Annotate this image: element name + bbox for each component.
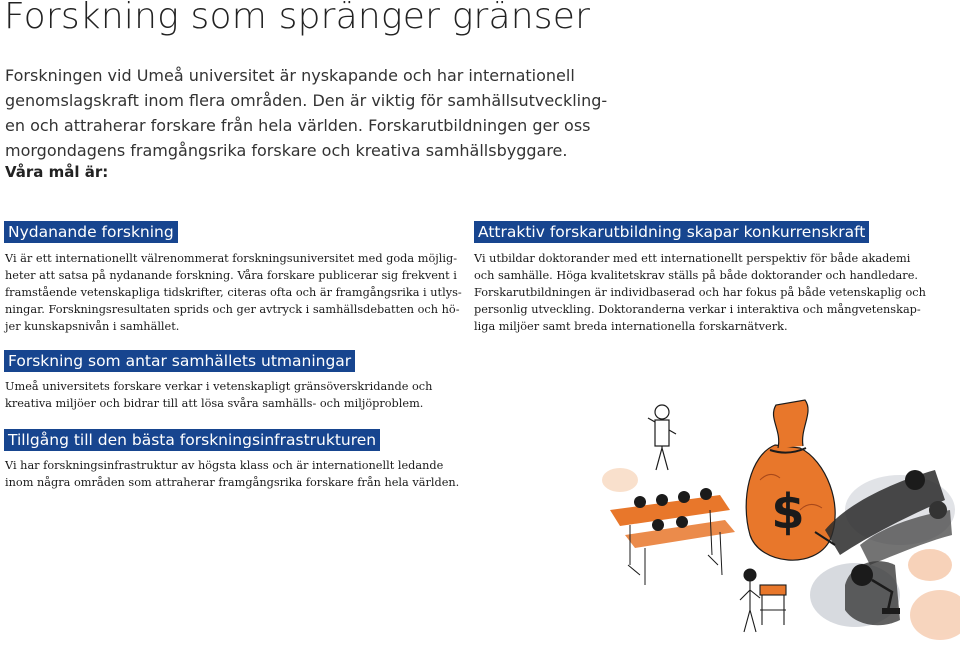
- dollar-symbol: $: [771, 484, 805, 540]
- section-heading-infrastruktur: Tillgång till den bästa forskningsinfrastrukturen: [4, 429, 380, 451]
- section-body-infrastruktur: [5, 457, 459, 491]
- body-line: Forskarutbildningen är individbaserad och har fokus på både vetenskaplig och: [474, 286, 926, 299]
- body-line: heter att satsa på nydanande forskning. Våra forskare publicerar sig frekvent i: [5, 269, 457, 282]
- intro-line: Forskningen vid Umeå universitet är nyskapande och har internationell: [5, 66, 575, 85]
- section-heading-utmaningar: Forskning som antar samhällets utmaningar: [4, 350, 355, 372]
- intro-line: en och attraherar forskare från hela världen. Forskarutbildningen ger oss: [5, 116, 591, 135]
- section-body-utmaningar: [5, 378, 432, 412]
- intro-paragraph: [5, 63, 645, 163]
- body-line: Vi utbildar doktorander med ett internationellt perspektiv för både akademi: [474, 252, 911, 265]
- section-heading-forskarutbildning: Attraktiv forskarutbildning skapar konkurrenskraft: [474, 221, 869, 243]
- section-body-forskarutbildning: [474, 250, 926, 335]
- research-illustration: [600, 360, 960, 645]
- body-line: Vi har forskningsinfrastruktur av högsta klass och är internationellt ledande: [5, 459, 444, 472]
- body-line: personlig utveckling. Doktoranderna verkar i interaktiva och mångvetenskap-: [474, 303, 921, 316]
- section-body-nydanande: [5, 250, 462, 335]
- body-line: Umeå universitets forskare verkar i vetenskapligt gränsöverskridande och: [5, 380, 433, 393]
- goals-label: Våra mål är:: [5, 163, 109, 181]
- body-line: Vi är ett internationellt välrenommerat forskningsuniversitet med goda möjlig-: [5, 252, 458, 265]
- figure-with-chairs: [740, 569, 786, 632]
- page-title: Forskning som spränger gränser: [4, 0, 591, 37]
- intro-line: morgondagens framgångsrika forskare och kreativa samhällsbyggare.: [5, 141, 568, 160]
- body-line: jer kunskapsnivån i samhället.: [5, 320, 180, 333]
- microscope-researcher: [845, 561, 900, 625]
- intro-line: genomslagskraft inom flera områden. Den är viktig för samhällsutveckling-: [5, 91, 608, 110]
- body-line: framstående vetenskapliga tidskrifter, citeras ofta och är framgångsrika i utlys-: [5, 286, 462, 299]
- audience-group: [610, 488, 735, 585]
- lecturer-figure: [648, 405, 676, 470]
- body-line: liga miljöer samt breda internationella forskarnätverk.: [474, 320, 788, 333]
- body-line: kreativa miljöer och bidrar till att lösa svåra samhälls- och miljöproblem.: [5, 397, 424, 410]
- body-line: och samhälle. Höga kvalitetskrav ställs på både doktorander och handledare.: [474, 269, 918, 282]
- section-heading-nydanande: Nydanande forskning: [4, 221, 178, 243]
- body-line: inom några områden som attraherar framgångsrika forskare från hela världen.: [5, 476, 460, 489]
- body-line: ningar. Forskningsresultaten sprids och ger avtryck i samhällsdebatten och hö-: [5, 303, 460, 316]
